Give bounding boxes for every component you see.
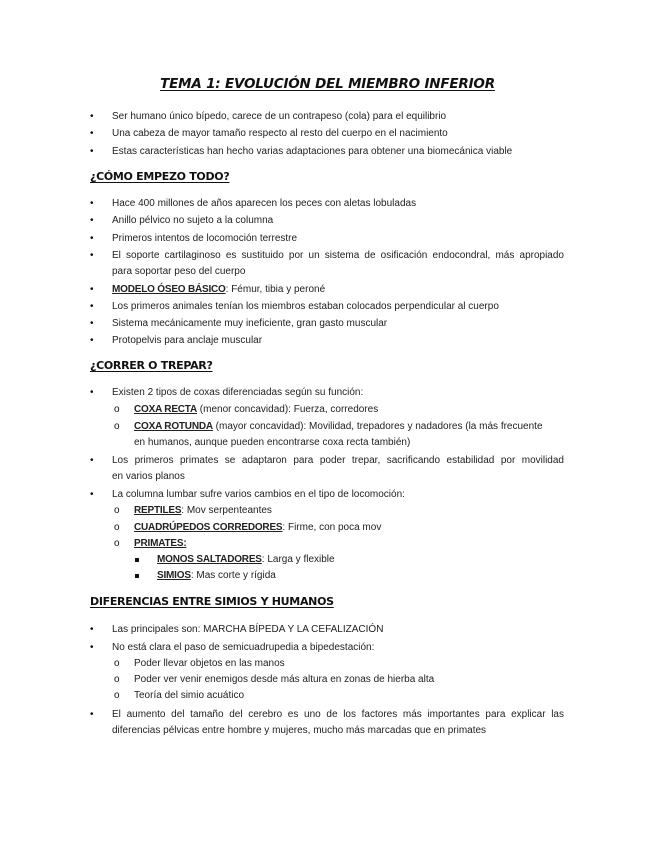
list-item: Las principales son: MARCHA BÍPEDA Y LA CEFALIZACIÓN: [112, 624, 384, 635]
bullet-icon: •: [90, 642, 94, 653]
bullet-icon: •: [90, 146, 94, 157]
list-item: Existen 2 tipos de coxas diferenciadas según su función:: [112, 387, 364, 398]
bullet-icon: •: [90, 128, 94, 139]
term-simios: SIMIOS: [157, 570, 191, 581]
term-description: (menor concavidad): Fuerza, corredores: [197, 404, 379, 415]
sub-bullet-icon: o: [114, 690, 120, 701]
bullet-icon: •: [90, 301, 94, 312]
list-item: Hace 400 millones de años aparecen los peces con aletas lobuladas: [112, 198, 417, 209]
sub-sub-list-item: [157, 569, 276, 582]
bullet-icon: •: [90, 709, 94, 720]
sub-bullet-icon: o: [114, 522, 120, 533]
sub-list-item: [134, 504, 272, 517]
bullet-icon: •: [90, 318, 94, 329]
bullet-icon: •: [90, 215, 94, 226]
bullet-icon: •: [90, 624, 94, 635]
term-modelo-oseo: MODELO ÓSEO BÁSICO: [112, 284, 226, 295]
list-item: Los primeros primates se adaptaron para poder trepar, sacrificando estabilidad por movilidad: [112, 455, 564, 466]
sub-list-item: Poder ver venir enemigos desde más altura en zonas de hierba alta: [134, 674, 435, 685]
sub-bullet-icon: o: [114, 674, 120, 685]
section-heading-correr-trepar: ¿CORRER O TREPAR?: [90, 359, 213, 372]
sub-bullet-icon: o: [114, 538, 120, 549]
list-item: Anillo pélvico no sujeto a la columna: [112, 215, 274, 226]
term-coxa-rotunda: COXA ROTUNDA: [134, 421, 213, 432]
sub-list-item: Teoría del simio acuático: [134, 690, 245, 701]
bullet-icon: •: [90, 455, 94, 466]
sub-list-item: Poder llevar objetos en las manos: [134, 658, 285, 669]
term-description: : Fémur, tibia y peroné: [225, 284, 326, 295]
bullet-icon: •: [90, 387, 94, 398]
sub-bullet-icon: o: [114, 658, 120, 669]
term-reptiles: REPTILES: [134, 505, 182, 516]
list-item: No está clara el paso de semicuadrupedia a bipedestación:: [112, 642, 375, 653]
list-item: La columna lumbar sufre varios cambios en el tipo de locomoción:: [112, 489, 405, 500]
sub-bullet-icon: o: [114, 404, 120, 415]
list-item: Primeros intentos de locomoción terrestre: [112, 233, 298, 244]
list-item: Los primeros animales tenían los miembros estaban colocados perpendicular al cuerpo: [112, 301, 499, 312]
sub-list-item: [134, 403, 378, 416]
term-description: : Mas corte y rígida: [190, 570, 276, 581]
list-item-continuation: en varios planos: [112, 471, 185, 482]
square-bullet-icon: [135, 558, 139, 562]
section-heading-diferencias: DIFERENCIAS ENTRE SIMIOS Y HUMANOS: [90, 595, 334, 608]
bullet-icon: •: [90, 284, 94, 295]
list-item: El aumento del tamaño del cerebro es uno de los factores más importantes para explicar las: [112, 709, 564, 720]
list-item-continuation: diferencias pélvicas entre hombre y mujeres, mucho más marcadas que en primates: [112, 725, 487, 736]
bullet-icon: •: [90, 111, 94, 122]
document-title: TEMA 1: EVOLUCIÓN DEL MIEMBRO INFERIOR: [160, 76, 495, 92]
square-bullet-icon: [135, 574, 139, 578]
term-description: : Larga y flexible: [261, 554, 335, 565]
term-description: : Mov serpenteantes: [181, 505, 272, 516]
sub-list-item: [134, 420, 543, 433]
list-item: [112, 283, 325, 296]
sub-sub-list-item: [157, 553, 335, 566]
sub-bullet-icon: o: [114, 421, 120, 432]
bullet-icon: •: [90, 233, 94, 244]
list-item: Sistema mecánicamente muy ineficiente, gran gasto muscular: [112, 318, 388, 329]
list-item: Estas características han hecho varias adaptaciones para obtener una biomecánica viable: [112, 146, 513, 157]
bullet-icon: •: [90, 250, 94, 261]
list-item: Protopelvis para anclaje muscular: [112, 335, 263, 346]
term-cuadrupedos: CUADRÚPEDOS CORREDORES: [134, 522, 283, 533]
bullet-icon: •: [90, 489, 94, 500]
term-description: : Firme, con poca mov: [282, 522, 382, 533]
term-monos-saltadores: MONOS SALTADORES: [157, 554, 262, 565]
bullet-icon: •: [90, 335, 94, 346]
list-item: Una cabeza de mayor tamaño respecto al resto del cuerpo en el nacimiento: [112, 128, 448, 139]
list-item-continuation: para soportar peso del cuerpo: [112, 266, 246, 277]
term-coxa-recta: COXA RECTA: [134, 404, 198, 415]
sub-bullet-icon: o: [114, 505, 120, 516]
term-description: (mayor concavidad): Movilidad, trepadores y nadadores (la más frecuente: [212, 421, 543, 432]
sub-list-item: [134, 521, 381, 534]
term-primates: PRIMATES:: [134, 538, 187, 549]
bullet-icon: •: [90, 198, 94, 209]
sub-list-item-continuation: en humanos, aunque pueden encontrarse coxa recta también): [134, 437, 411, 448]
section-heading-como-empezo: ¿CÓMO EMPEZO TODO?: [90, 170, 230, 183]
list-item: Ser humano único bípedo, carece de un contrapeso (cola) para el equilibrio: [112, 111, 447, 122]
list-item: El soporte cartilaginoso es sustituido por un sistema de osificación endocondral, más apropiado: [112, 250, 564, 261]
sub-list-item: [134, 537, 186, 550]
